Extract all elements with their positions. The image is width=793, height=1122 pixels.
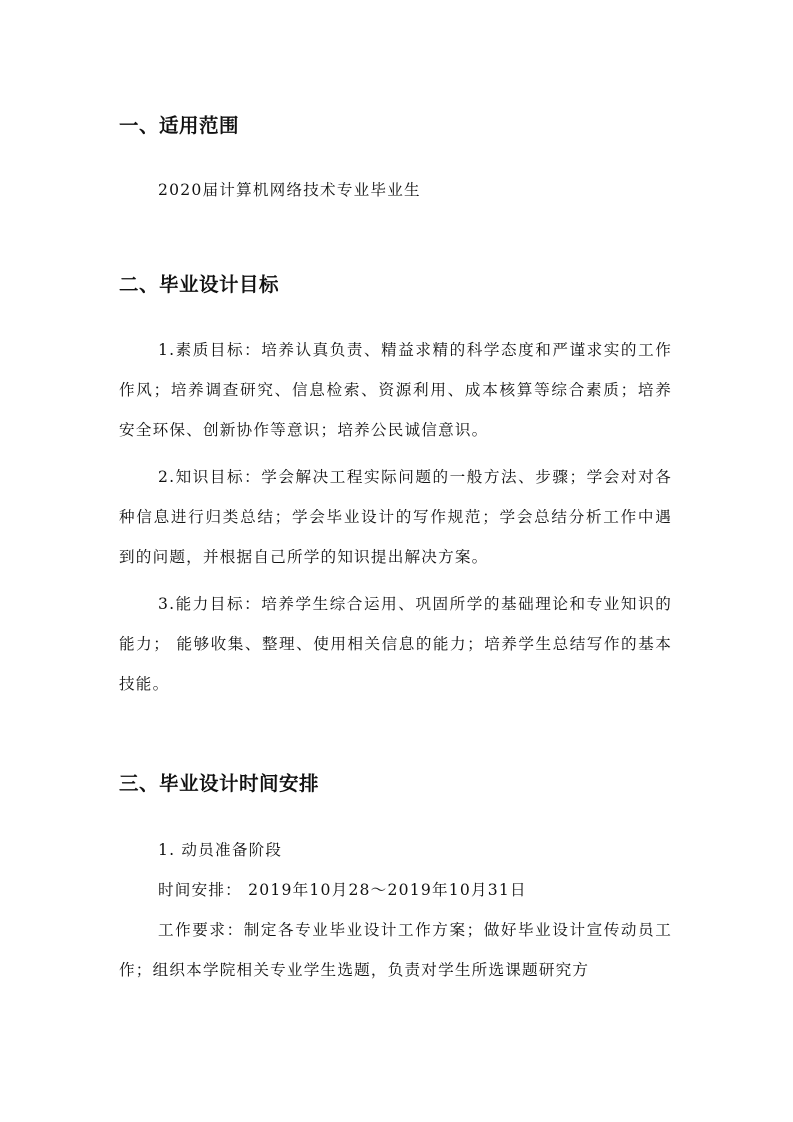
- stage-requirements-paragraph: 工作要求：制定各专业毕业设计工作方案；做好毕业设计宣传动员工作；组织本学院相关专业学生选题，负责对学生所选课题研究方: [119, 921, 672, 979]
- goal-knowledge-paragraph: 2.知识目标：学会解决工程实际问题的一般方法、步骤；学会对对各种信息进行归类总结；学会毕业设计的写作规范；学会总结分析工作中遇到的问题，并根据自己所学的知识提出解决方案。: [119, 468, 672, 566]
- section-heading-schedule: 三、毕业设计时间安排: [119, 772, 320, 795]
- goal-quality-paragraph: 1.素质目标：培养认真负责、精益求精的科学态度和严谨求实的工作作风；培养调查研究、信息检索、资源利用、成本核算等综合素质；培养安全环保、创新协作等意识；培养公民诚信意识。: [119, 341, 672, 439]
- scope-text: 2020届计算机网络技术专业毕业生: [158, 181, 421, 199]
- goal-ability-paragraph: 3.能力目标：培养学生综合运用、巩固所学的基础理论和专业知识的能力； 能够收集、整理、使用相关信息的能力；培养学生总结写作的基本技能。: [119, 595, 672, 693]
- stage-time: 时间安排： 2019年10月28～2019年10月31日: [158, 881, 527, 899]
- stage-title: 1. 动员准备阶段: [158, 841, 283, 859]
- section-heading-goals: 二、毕业设计目标: [119, 273, 280, 296]
- section-heading-scope: 一、适用范围: [119, 114, 240, 137]
